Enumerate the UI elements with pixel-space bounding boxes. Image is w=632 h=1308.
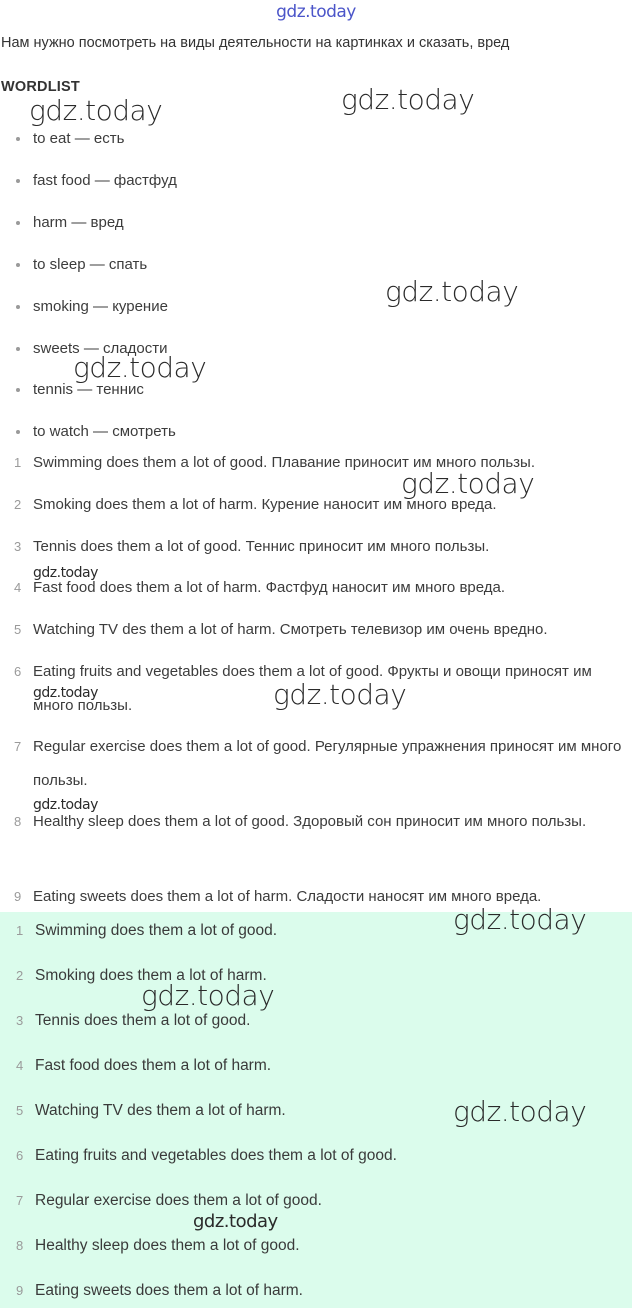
translation-item: 6 Eating fruits and vegetables does them a lot of good. Фрукты и овощи приносят им много пользы.	[14, 663, 592, 714]
bullet-icon	[16, 347, 20, 351]
bullet-icon	[16, 305, 20, 309]
wordlist-item: tennis — теннис	[16, 378, 144, 400]
answer-item: 9 Eating sweets does them a lot of harm.	[16, 1282, 303, 1299]
answer-item: 1 Swimming does them a lot of good.	[16, 922, 278, 939]
watermark: gdz.today	[29, 94, 163, 127]
watermark: gdz.today	[141, 979, 275, 1012]
wordlist-item: to eat — есть	[16, 127, 124, 149]
site-link[interactable]: gdz.today	[276, 2, 356, 22]
answer-item: 8 Healthy sleep does them a lot of good.	[16, 1237, 300, 1254]
watermark: gdz.today	[33, 565, 98, 581]
watermark: gdz.today	[73, 351, 207, 384]
bullet-icon	[16, 179, 20, 183]
wordlist-title: WORDLIST	[1, 79, 80, 95]
watermark: gdz.today	[193, 1211, 278, 1232]
watermark: gdz.today	[273, 678, 407, 711]
wordlist-item: sweets — сладости	[16, 337, 167, 359]
answer-box	[0, 912, 632, 1308]
wordlist-item: to watch — смотреть	[16, 420, 176, 442]
watermark: gdz.today	[453, 903, 587, 936]
watermark: gdz.today	[385, 275, 519, 308]
wordlist-item: fast food — фастфуд	[16, 169, 177, 191]
translation-item: 4 Fast food does them a lot of harm. Фастфуд наносит им много вреда.	[14, 579, 506, 596]
bullet-icon	[16, 430, 20, 434]
answer-item: 2 Smoking does them a lot of harm.	[16, 967, 267, 984]
watermark: gdz.today	[453, 1095, 587, 1128]
translation-item: 5 Watching TV des them a lot of harm. Смотреть телевизор им очень вредно.	[14, 621, 548, 638]
translation-item: 1 Swimming does them a lot of good. Плавание приносит им много пользы.	[14, 454, 536, 471]
watermark: gdz.today	[401, 467, 535, 500]
translation-item: 7 Regular exercise does them a lot of good. Регулярные упражнения приносят им много пользы.	[14, 738, 622, 789]
watermark: gdz.today	[33, 685, 98, 701]
wordlist-item: to sleep — спать	[16, 253, 147, 275]
translation-item: 2 Smoking does them a lot of harm. Курение наносит им много вреда.	[14, 496, 497, 513]
answer-item: 6 Eating fruits and vegetables does them a lot of good.	[16, 1147, 397, 1164]
watermark: gdz.today	[341, 83, 475, 116]
answer-item: 4 Fast food does them a lot of harm.	[16, 1057, 272, 1074]
wordlist-item: harm — вред	[16, 211, 124, 233]
answer-item: 5 Watching TV des them a lot of harm.	[16, 1102, 286, 1119]
bullet-icon	[16, 263, 20, 267]
translation-item: 8 Healthy sleep does them a lot of good. Здоровый сон приносит им много пользы.	[14, 813, 587, 830]
bullet-icon	[16, 137, 20, 141]
translation-item: 3 Tennis does them a lot of good. Теннис приносит им много пользы.	[14, 538, 490, 555]
intro-text: Нам нужно посмотреть на виды деятельности на картинках и сказать, вред	[1, 35, 510, 51]
bullet-icon	[16, 388, 20, 392]
watermark: gdz.today	[33, 797, 98, 813]
translation-item: 9 Eating sweets does them a lot of harm. Сладости наносят им много вреда.	[14, 888, 542, 905]
answer-item: 7 Regular exercise does them a lot of good.	[16, 1192, 322, 1209]
answer-item: 3 Tennis does them a lot of good.	[16, 1012, 251, 1029]
bullet-icon	[16, 221, 20, 225]
wordlist-item: smoking — курение	[16, 295, 168, 317]
